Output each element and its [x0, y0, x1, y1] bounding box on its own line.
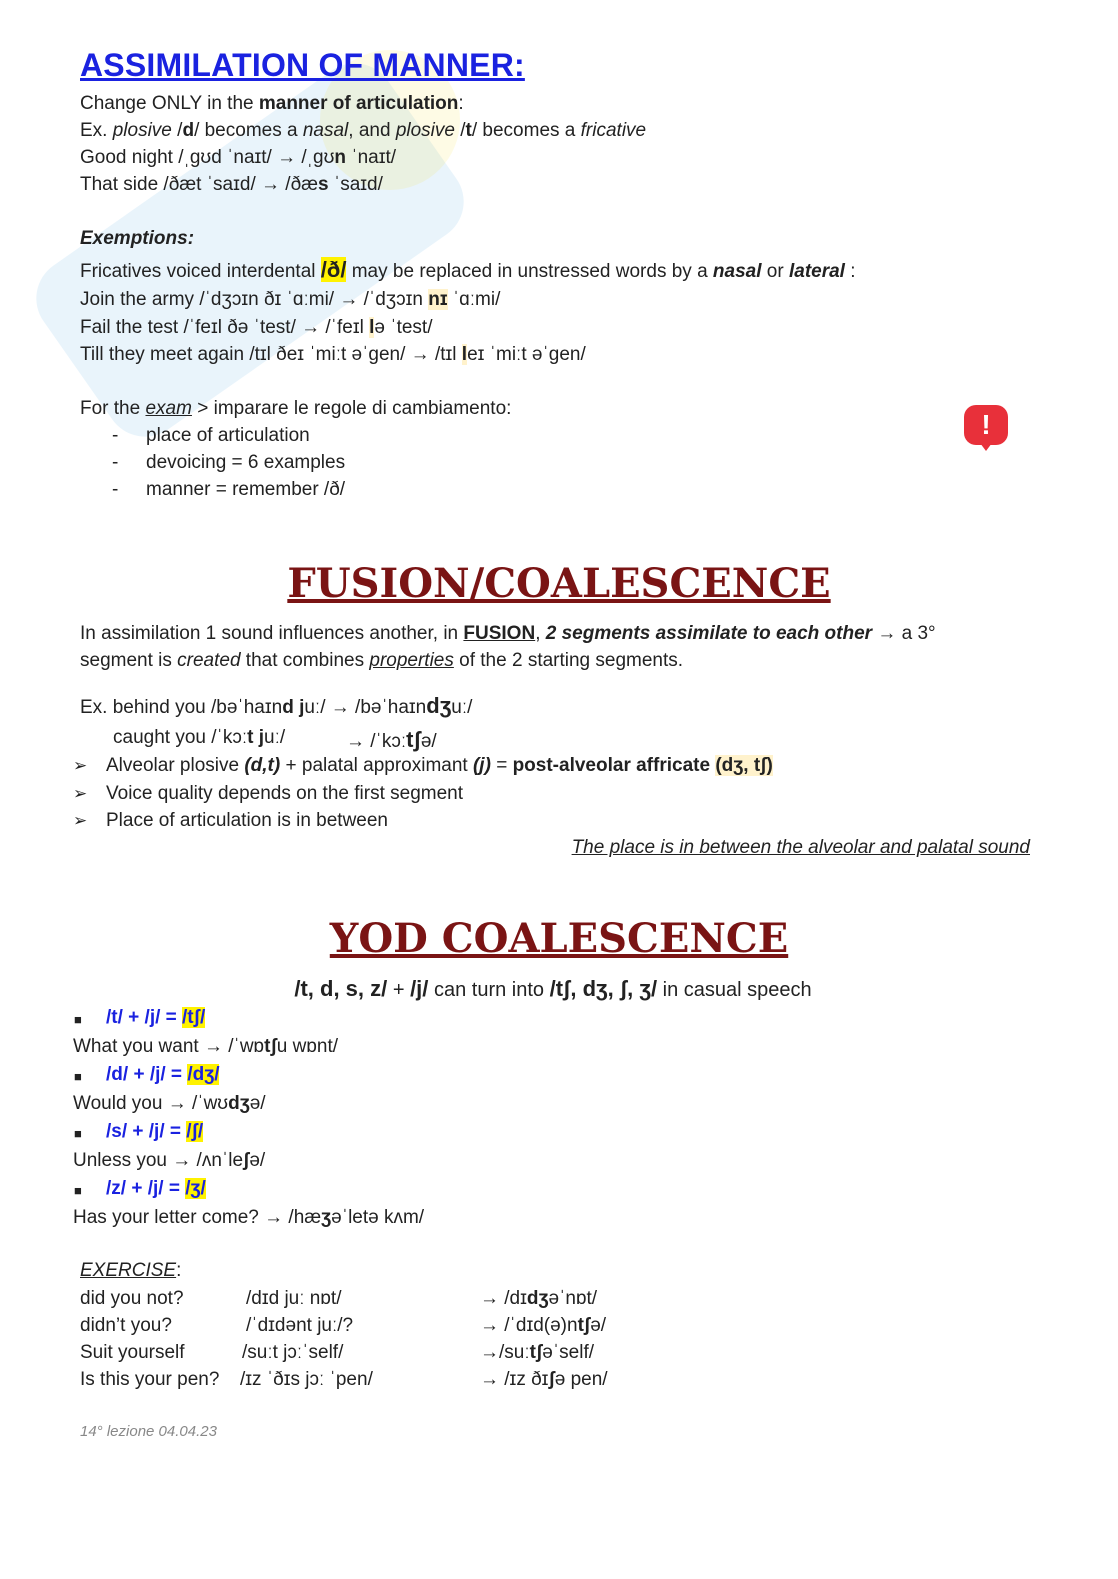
example-line: caught you /ˈkɔːt juː/ — [113, 727, 286, 748]
square-bullet-icon: ■ — [74, 1126, 82, 1141]
text-line: Ex. plosive /d/ becomes a nasal, and plosive /t/ becomes a fricative — [80, 120, 647, 141]
square-bullet-icon: ■ — [74, 1183, 82, 1198]
yod-example: Has your letter come? → /hæʒəˈletə kʌm/ — [73, 1207, 425, 1228]
exercise-phrase: didn’t you? — [80, 1315, 172, 1336]
exercise-result: → /ɪz ðɪʃə pen/ — [480, 1369, 608, 1390]
bullet-item: Alveolar plosive (d,t) + palatal approximant (j) = post-alveolar affricate (dʒ, tʃ) — [106, 755, 773, 776]
exercise-result: → /dɪdʒəˈnɒt/ — [480, 1288, 598, 1309]
square-bullet-icon: ■ — [74, 1069, 82, 1084]
yod-example: What you want → /ˈwɒtʃu wɒnt/ — [73, 1036, 339, 1057]
yod-rule: /t/ + /j/ = /tʃ/ — [106, 1007, 206, 1028]
exercise-phrase: Is this your pen? — [80, 1369, 220, 1390]
exercise-ipa: /ɪz ˈðɪs jɔː ˈpen/ — [240, 1369, 373, 1390]
side-note: The place is in between the alveolar and palatal sound — [571, 837, 1030, 858]
yod-rule: /z/ + /j/ = /ʒ/ — [106, 1178, 206, 1199]
yod-example: Unless you → /ʌnˈleʃə/ — [73, 1150, 266, 1171]
list-item: devoicing = 6 examples — [146, 452, 346, 473]
text-line: In assimilation 1 sound influences another, in FUSION, 2 segments assimilate to each other → a 3° — [80, 623, 936, 644]
example-line: Till they meet again /tɪl ðeɪ ˈmiːt əˈɡen/ → /tɪl leɪ ˈmiːt əˈɡen/ — [80, 344, 586, 365]
bullet-item: Place of articulation is in between — [106, 810, 388, 831]
yod-subtitle: /t, d, s, z/ + /j/ can turn into /tʃ, dʒ, ʃ, ʒ/ in casual speech — [294, 976, 812, 1001]
example-line: Good night /ˌɡʊd ˈnaɪt/ → /ˌɡʊn ˈnaɪt/ — [80, 147, 397, 168]
exercise-result: → /ˈdɪd(ə)ntʃə/ — [480, 1315, 607, 1336]
example-line: That side /ðæt ˈsaɪd/ → /ðæs ˈsaɪd/ — [80, 174, 383, 195]
exam-line: For the exam > imparare le regole di cambiamento: — [80, 398, 512, 419]
bullet-arrow-icon: ➢ — [73, 811, 88, 830]
exercise-phrase: Suit yourself — [80, 1342, 185, 1363]
text-line: Change ONLY in the manner of articulation: — [80, 93, 464, 114]
footer-lesson-date: 14° lezione 04.04.23 — [80, 1423, 217, 1440]
text-line: segment is created that combines properties of the 2 starting segments. — [80, 650, 684, 671]
example-line: Join the army /ˈdʒɔɪn ðɪ ˈɑːmi/ → /ˈdʒɔɪn nɪ ˈɑːmi/ — [80, 289, 501, 310]
list-dash: - — [112, 452, 119, 473]
list-dash: - — [112, 479, 119, 500]
square-bullet-icon: ■ — [74, 1012, 82, 1027]
section-title-yod: YOD COALESCENCE — [329, 915, 789, 962]
list-item: manner = remember /ð/ — [146, 479, 346, 500]
exercise-heading: EXERCISE: — [80, 1260, 182, 1281]
example-line: Ex. behind you /bəˈhaɪnd juː/ → /bəˈhaɪndʒuː/ — [80, 693, 473, 718]
example-line: Fail the test /ˈfeɪl ðə ˈtest/ → /ˈfeɪl lə ˈtest/ — [80, 317, 433, 338]
bullet-item: Voice quality depends on the first segment — [106, 783, 464, 804]
exemptions-heading: Exemptions: — [80, 228, 195, 249]
bullet-arrow-icon: ➢ — [73, 756, 88, 775]
important-alert-icon: ! — [964, 405, 1008, 445]
list-dash: - — [112, 425, 119, 446]
section-title-assimilation: ASSIMILATION OF MANNER: — [80, 47, 525, 83]
yod-rule: /d/ + /j/ = /dʒ/ — [106, 1064, 220, 1085]
exercise-ipa: /dɪd juː nɒt/ — [246, 1288, 342, 1309]
exercise-ipa: /suːt jɔːˈself/ — [242, 1342, 344, 1363]
exercise-result: →/suːtʃəˈself/ — [480, 1342, 595, 1363]
bullet-arrow-icon: ➢ — [73, 784, 88, 803]
text-line: Fricatives voiced interdental /ð/ may be replaced in unstressed words by a nasal or lateral : — [80, 257, 856, 282]
example-result: → /ˈkɔːtʃə/ — [346, 727, 437, 752]
list-item: place of articulation — [146, 425, 310, 446]
yod-rule: /s/ + /j/ = /ʃ/ — [106, 1121, 204, 1142]
section-title-fusion: FUSION/COALESCENCE — [287, 560, 831, 607]
yod-example: Would you → /ˈwʊdʒə/ — [73, 1093, 266, 1114]
exercise-ipa: /ˈdɪdənt juː/? — [246, 1315, 354, 1336]
exercise-phrase: did you not? — [80, 1288, 184, 1309]
